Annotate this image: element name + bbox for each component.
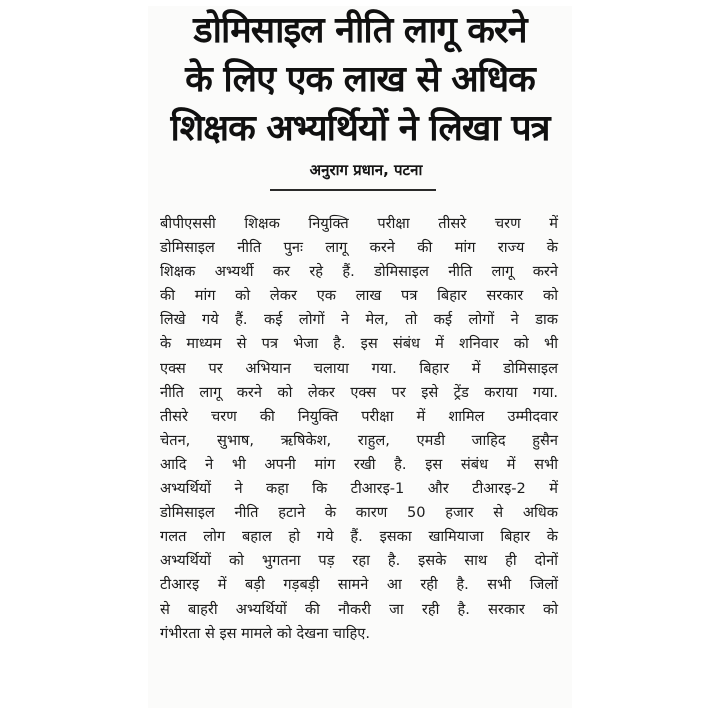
article-body: [160, 212, 558, 646]
body-line: डोमिसाइल नीति हटाने के कारण 50 हजार से अधिक: [160, 504, 558, 522]
headline-line: डोमिसाइल नीति लागू करने: [193, 10, 527, 51]
body-line: चेतन, सुभाष, ऋषिकेश, राहुल, एमडी जाहिद हुसैन: [160, 431, 558, 449]
body-line: अभ्यर्थियों ने कहा कि टीआरइ-1 और टीआरइ-2 में: [160, 480, 558, 498]
body-line: तीसरे चरण की नियुक्ति परीक्षा में शामिल उम्मीदवार: [160, 407, 558, 425]
body-line: लिखे गये हैं. कई लोगों ने मेल, तो कई लोगों ने डाक: [160, 311, 558, 329]
headline-line: के लिए एक लाख से अधिक: [185, 59, 535, 100]
body-line: शिक्षक अभ्यर्थी कर रहे हैं. डोमिसाइल नीति लागू करने: [160, 263, 558, 281]
body-line: गंभीरता से इस मामले को देखना चाहिए.: [160, 624, 371, 642]
body-line: नीति लागू करने को लेकर एक्स पर इसे ट्रेंड कराया गया.: [160, 383, 558, 401]
byline-rule: [270, 189, 436, 191]
headline: [148, 6, 572, 153]
body-line: बीपीएससी शिक्षक नियुक्ति परीक्षा तीसरे चरण में: [160, 215, 558, 232]
body-line: एक्स पर अभियान चलाया गया. बिहार में डोमिसाइल: [160, 359, 558, 377]
body-line: टीआरइ में बड़ी गड़बड़ी सामने आ रही है. सभी जिलों: [160, 576, 558, 594]
body-line: की मांग को लेकर एक लाख पत्र बिहार सरकार को: [160, 287, 558, 305]
body-line: से बाहरी अभ्यर्थियों की नौकरी जा रही है. सरकार को: [160, 600, 558, 618]
byline: अनुराग प्रधान, पटना: [309, 161, 423, 179]
headline-line: शिक्षक अभ्यर्थियों ने लिखा पत्र: [170, 108, 550, 149]
body-line: के माध्यम से पत्र भेजा है. इस संबंध में शनिवार को भी: [160, 335, 558, 353]
body-line: डोमिसाइल नीति पुनः लागू करने की मांग राज्य के: [160, 239, 558, 257]
body-line: आदि ने भी अपनी मांग रखी है. इस संबंध में सभी: [160, 455, 558, 473]
body-line: गलत लोग बहाल हो गये हैं. इसका खामियाजा बिहार के: [160, 528, 558, 546]
body-line: अभ्यर्थियों को भुगतना पड़ रहा है. इसके साथ ही दोनों: [160, 552, 558, 570]
newspaper-clipping: [148, 6, 572, 708]
